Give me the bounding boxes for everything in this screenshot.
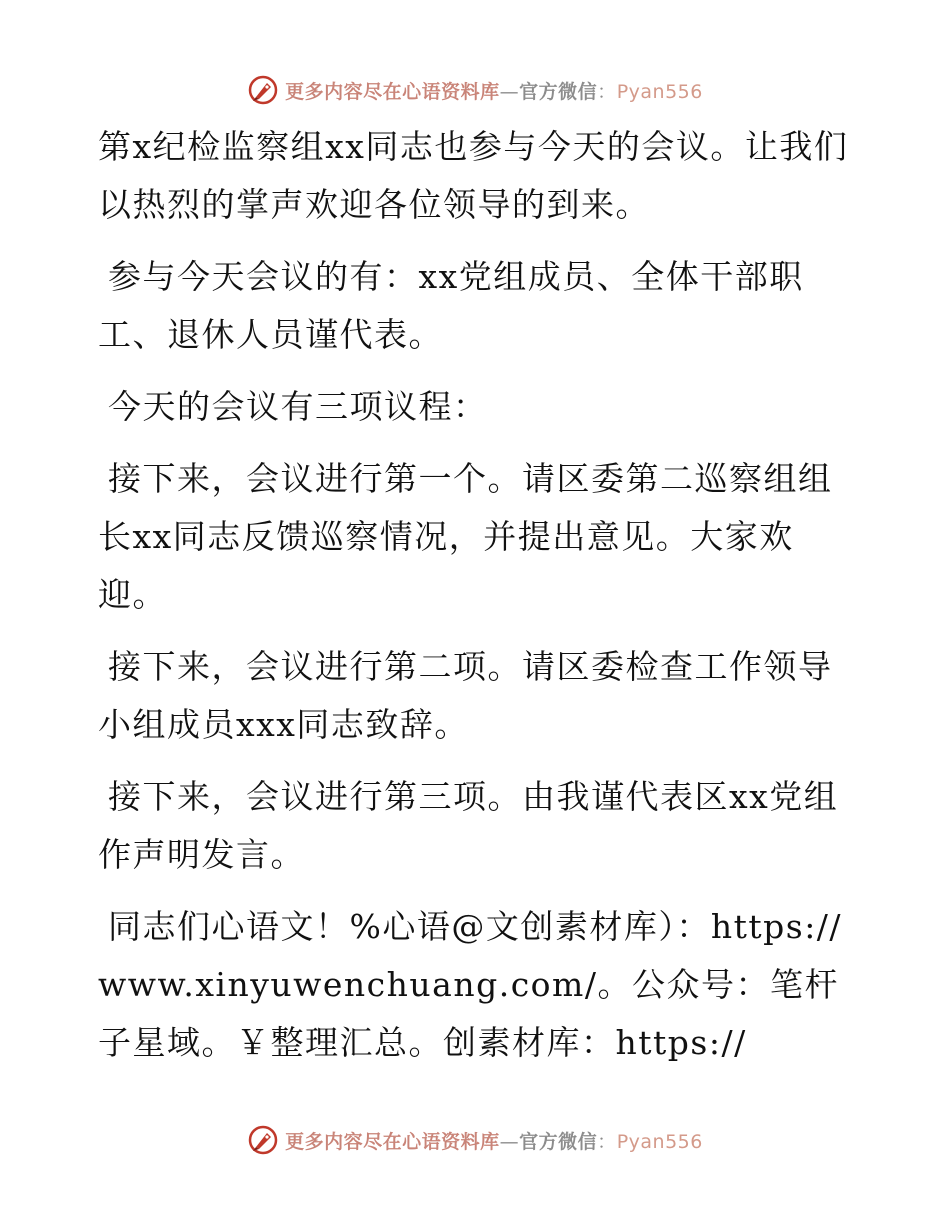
pen-nib-logo-icon: [247, 74, 279, 106]
paragraph-4: 接下来，会议进行第一个。请区委第二巡察组组长xx同志反馈巡察情况，并提出意见。大家欢迎。: [98, 459, 833, 614]
footer-dash: —: [499, 1130, 520, 1153]
header-wechat-id: Pyan556: [616, 80, 703, 103]
paragraph-2: 参与今天会议的有：xx党组成员、全体干部职工、退休人员谨代表。: [98, 257, 804, 354]
footer-banner: [0, 1120, 950, 1160]
footer-official-label: 官方微信: [519, 1130, 598, 1153]
header-banner: [0, 70, 950, 110]
header-colon: ：: [597, 80, 617, 103]
paragraph-3: 今天的会议有三项议程：: [108, 387, 488, 426]
paragraph-1: 第x纪检监察组xx同志也参与今天的会议。让我们以热烈的掌声欢迎各位领导的到来。: [98, 127, 849, 224]
header-dash: —: [499, 80, 520, 103]
pen-nib-logo-icon: [247, 1124, 279, 1156]
footer-wechat-id: Pyan556: [616, 1130, 703, 1153]
footer-banner-text: [285, 1127, 703, 1154]
footer-brand-text: 更多内容尽在心语资料库: [285, 1130, 500, 1153]
header-banner-text: [285, 77, 703, 104]
paragraph-5: 接下来，会议进行第二项。请区委检查工作领导小组成员xxx同志致辞。: [98, 647, 833, 744]
paragraph-6: 接下来，会议进行第三项。由我谨代表区xx党组作声明发言。: [98, 777, 839, 874]
footer-colon: ：: [597, 1130, 617, 1153]
paragraph-7: 同志们心语文！%心语@文创素材库）：https://www.xinyuwenchuang.com/。公众号：笔杆子星域。￥整理汇总。创素材库：https://: [98, 907, 843, 1062]
header-brand-text: 更多内容尽在心语资料库: [285, 80, 500, 103]
header-official-label: 官方微信: [519, 80, 598, 103]
document-body: [98, 118, 858, 1086]
